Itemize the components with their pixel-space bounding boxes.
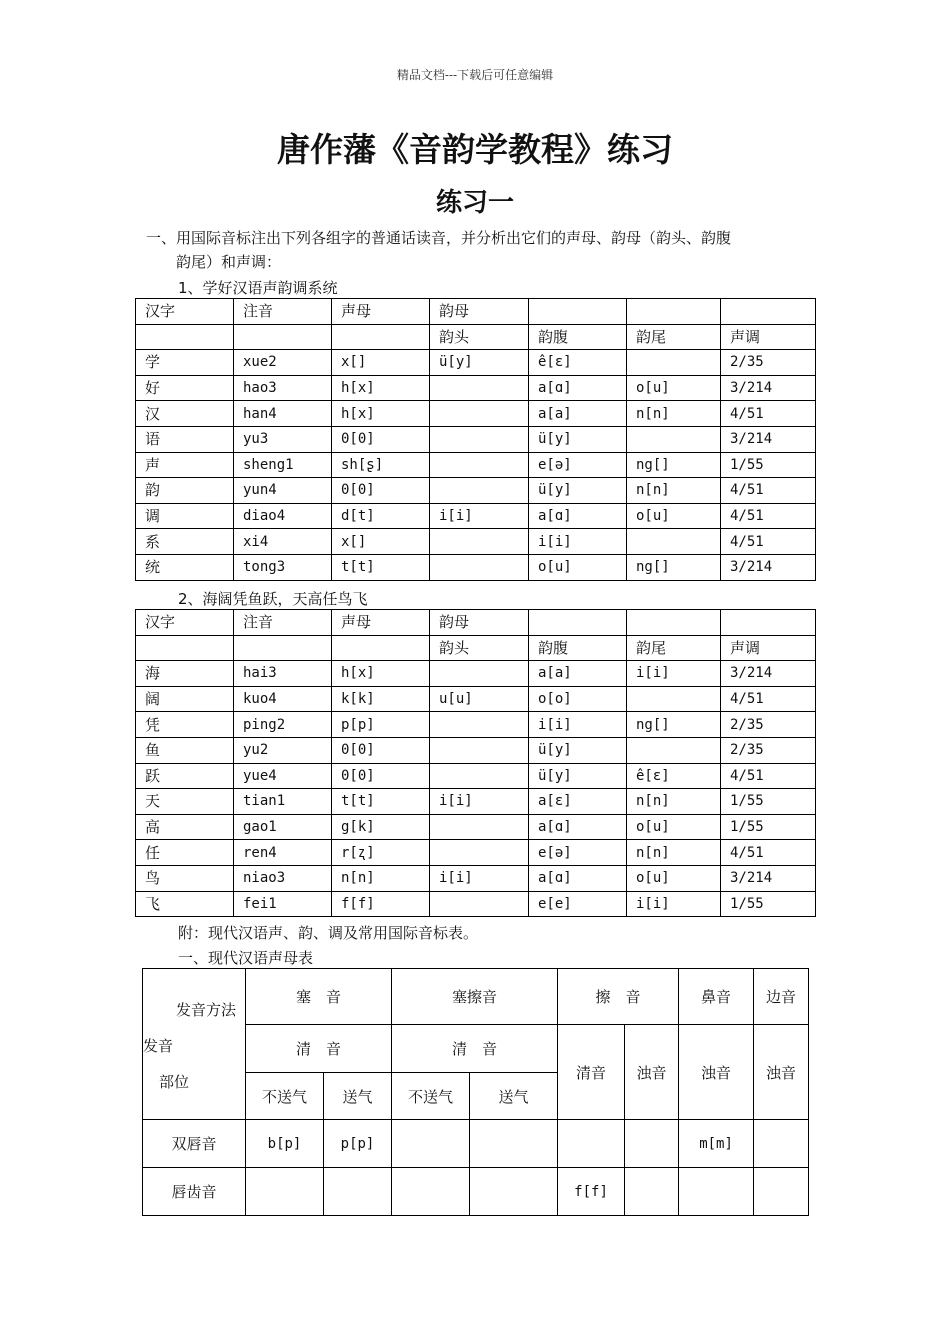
- cell-shengmu: 0[0]: [332, 763, 430, 789]
- initials-row: [143, 1168, 809, 1216]
- table-row: [136, 529, 816, 555]
- cell-yunwei: ng[]: [627, 712, 721, 738]
- table-row: [136, 478, 816, 504]
- cell-shengmu: p[p]: [332, 712, 430, 738]
- initial-cell: m[m]: [679, 1120, 754, 1168]
- place-cell: 双唇音: [143, 1120, 246, 1168]
- stop-voiceless: 清 音: [246, 1025, 392, 1073]
- header-zhuyin: 注音: [234, 610, 332, 636]
- cell-yuntou: [430, 554, 529, 580]
- cell-yuntou: [430, 452, 529, 478]
- cell-yunwei: n[n]: [627, 478, 721, 504]
- cell-zhuyin: fei1: [234, 891, 332, 917]
- initial-cell: [679, 1168, 754, 1216]
- initial-cell: b[p]: [246, 1120, 324, 1168]
- initial-cell: f[f]: [558, 1168, 625, 1216]
- table-row: [136, 375, 816, 401]
- cell-hanzi: 统: [136, 554, 234, 580]
- cell-shengmu: h[x]: [332, 401, 430, 427]
- cell-hanzi: 好: [136, 375, 234, 401]
- cell-yunwei: o[u]: [627, 375, 721, 401]
- cell-zhuyin: hai3: [234, 661, 332, 687]
- cell-yunwei: [627, 350, 721, 376]
- cell-yunwei: [627, 686, 721, 712]
- cell-hanzi: 汉: [136, 401, 234, 427]
- initials-table: [142, 968, 809, 1216]
- table-row: [136, 840, 816, 866]
- cell-yunfu: ü[y]: [529, 763, 627, 789]
- cell-zhuyin: tong3: [234, 554, 332, 580]
- cell-hanzi: 声: [136, 452, 234, 478]
- table-row: [136, 503, 816, 529]
- cell-yunfu: o[u]: [529, 554, 627, 580]
- question-text: [146, 226, 826, 274]
- cell-zhuyin: gao1: [234, 814, 332, 840]
- nasal-voiced: 浊音: [679, 1025, 754, 1120]
- cell-yunfu: e[ə]: [529, 840, 627, 866]
- header-shengmu: 声母: [332, 299, 430, 325]
- lateral-header: 边音: [754, 969, 809, 1025]
- cell-yunfu: a[ɑ]: [529, 375, 627, 401]
- cell-hanzi: 飞: [136, 891, 234, 917]
- cell-zhuyin: hao3: [234, 375, 332, 401]
- cell-zhuyin: xi4: [234, 529, 332, 555]
- header-note: 精品文档---下载后可任意编辑: [396, 68, 554, 82]
- cell-yuntou: [430, 763, 529, 789]
- table-row: [136, 865, 816, 891]
- cell-yunfu: e[ə]: [529, 452, 627, 478]
- cell-yuntou: i[i]: [430, 789, 529, 815]
- header-yunfu: 韵腹: [529, 635, 627, 661]
- cell-hanzi: 任: [136, 840, 234, 866]
- cell-yunfu: a[ɛ]: [529, 789, 627, 815]
- cell-shengmu: h[x]: [332, 375, 430, 401]
- cell-zhuyin: tian1: [234, 789, 332, 815]
- header-yunwei: 韵尾: [627, 324, 721, 350]
- group2-caption: 2、海阔凭鱼跃，天高任鸟飞: [178, 590, 368, 608]
- cell-shengdiao: 1/55: [721, 452, 816, 478]
- cell-yuntou: [430, 426, 529, 452]
- cell-zhuyin: ping2: [234, 712, 332, 738]
- cell-yuntou: i[i]: [430, 865, 529, 891]
- cell-hanzi: 高: [136, 814, 234, 840]
- cell-yuntou: [430, 712, 529, 738]
- header-yunmu: 韵母: [430, 299, 529, 325]
- table-row: [136, 452, 816, 478]
- cell-hanzi: 海: [136, 661, 234, 687]
- initial-cell: [392, 1120, 470, 1168]
- cell-hanzi: 语: [136, 426, 234, 452]
- cell-yunfu: a[a]: [529, 661, 627, 687]
- cell-yunwei: [627, 737, 721, 763]
- cell-yuntou: [430, 891, 529, 917]
- cell-shengdiao: 4/51: [721, 840, 816, 866]
- cell-shengmu: sh[ʂ]: [332, 452, 430, 478]
- header-yunwei: 韵尾: [627, 635, 721, 661]
- cell-yunwei: [627, 529, 721, 555]
- cell-yuntou: [430, 401, 529, 427]
- cell-hanzi: 系: [136, 529, 234, 555]
- cell-yunfu: a[ɑ]: [529, 503, 627, 529]
- place-label-2: 部位: [159, 1073, 190, 1091]
- cell-yunwei: ng[]: [627, 554, 721, 580]
- cell-zhuyin: sheng1: [234, 452, 332, 478]
- cell-yuntou: [430, 840, 529, 866]
- table-row: [136, 789, 816, 815]
- cell-hanzi: 调: [136, 503, 234, 529]
- cell-yunfu: ü[y]: [529, 426, 627, 452]
- cell-shengdiao: 3/214: [721, 554, 816, 580]
- method-label: 发音方法: [176, 1001, 237, 1019]
- cell-shengdiao: 3/214: [721, 865, 816, 891]
- cell-shengmu: 0[0]: [332, 737, 430, 763]
- cell-shengdiao: 2/35: [721, 737, 816, 763]
- cell-yunfu: a[a]: [529, 401, 627, 427]
- cell-yuntou: ü[y]: [430, 350, 529, 376]
- stop-unaspirated: 不送气: [246, 1073, 324, 1120]
- cell-hanzi: 阔: [136, 686, 234, 712]
- header-shengdiao: 声调: [721, 635, 816, 661]
- cell-yunfu: i[i]: [529, 529, 627, 555]
- header-zhuyin: 注音: [234, 299, 332, 325]
- initial-cell: [392, 1168, 470, 1216]
- cell-shengdiao: 4/51: [721, 763, 816, 789]
- cell-hanzi: 鸟: [136, 865, 234, 891]
- cell-zhuyin: ren4: [234, 840, 332, 866]
- cell-shengmu: h[x]: [332, 661, 430, 687]
- affricate-unaspirated: 不送气: [392, 1073, 470, 1120]
- cell-yunfu: ê[ɛ]: [529, 350, 627, 376]
- place-cell: 唇齿音: [143, 1168, 246, 1216]
- table-row: [136, 554, 816, 580]
- question-line-2: 韵尾）和声调：: [176, 253, 282, 271]
- lateral-voiced: 浊音: [754, 1025, 809, 1120]
- cell-shengmu: d[t]: [332, 503, 430, 529]
- fricative-voiced: 浊音: [625, 1025, 679, 1120]
- initials-caption: 一、现代汉语声母表: [178, 949, 314, 967]
- affricate-aspirated: 送气: [470, 1073, 558, 1120]
- nasal-header: 鼻音: [679, 969, 754, 1025]
- cell-shengdiao: 4/51: [721, 686, 816, 712]
- affricate-header: 塞擦音: [392, 969, 558, 1025]
- header-yunmu: 韵母: [430, 610, 529, 636]
- cell-yunfu: o[o]: [529, 686, 627, 712]
- cell-zhuyin: yun4: [234, 478, 332, 504]
- cell-yuntou: [430, 375, 529, 401]
- cell-shengmu: x[]: [332, 350, 430, 376]
- cell-hanzi: 鱼: [136, 737, 234, 763]
- table-row: [136, 426, 816, 452]
- cell-hanzi: 凭: [136, 712, 234, 738]
- initial-cell: [470, 1168, 558, 1216]
- fricative-voiceless: 清音: [558, 1025, 625, 1120]
- cell-yunwei: ng[]: [627, 452, 721, 478]
- table-row: [136, 712, 816, 738]
- cell-yunwei: o[u]: [627, 814, 721, 840]
- cell-yunfu: ü[y]: [529, 737, 627, 763]
- initial-cell: [625, 1168, 679, 1216]
- table-row: [136, 350, 816, 376]
- corner-cell: [143, 969, 246, 1120]
- initials-row: [143, 1120, 809, 1168]
- cell-yuntou: [430, 661, 529, 687]
- cell-yuntou: [430, 737, 529, 763]
- cell-shengdiao: 4/51: [721, 478, 816, 504]
- initial-cell: [324, 1168, 392, 1216]
- initial-cell: [754, 1120, 809, 1168]
- question-line-1: 一、用国际音标注出下列各组字的普通话读音，并分析出它们的声母、韵母（韵头、韵腹: [146, 229, 732, 247]
- cell-shengdiao: 3/214: [721, 426, 816, 452]
- cell-shengmu: t[t]: [332, 554, 430, 580]
- cell-yunfu: a[ɑ]: [529, 865, 627, 891]
- group1-table: [135, 298, 816, 581]
- cell-shengdiao: 3/214: [721, 661, 816, 687]
- header-shengmu: 声母: [332, 610, 430, 636]
- header-shengdiao: 声调: [721, 324, 816, 350]
- cell-hanzi: 跃: [136, 763, 234, 789]
- header-hanzi: 汉字: [136, 610, 234, 636]
- cell-shengmu: 0[0]: [332, 478, 430, 504]
- cell-yunfu: ü[y]: [529, 478, 627, 504]
- cell-yuntou: [430, 814, 529, 840]
- initial-cell: [625, 1120, 679, 1168]
- cell-shengdiao: 1/55: [721, 789, 816, 815]
- cell-zhuyin: niao3: [234, 865, 332, 891]
- initial-cell: p[p]: [324, 1120, 392, 1168]
- cell-hanzi: 韵: [136, 478, 234, 504]
- cell-yuntou: [430, 529, 529, 555]
- cell-zhuyin: xue2: [234, 350, 332, 376]
- page-title: 唐作藩《音韵学教程》练习: [277, 130, 673, 169]
- initial-cell: [246, 1168, 324, 1216]
- cell-zhuyin: yue4: [234, 763, 332, 789]
- cell-shengmu: 0[0]: [332, 426, 430, 452]
- cell-hanzi: 天: [136, 789, 234, 815]
- cell-zhuyin: diao4: [234, 503, 332, 529]
- cell-shengmu: f[f]: [332, 891, 430, 917]
- cell-yuntou: i[i]: [430, 503, 529, 529]
- cell-shengmu: k[k]: [332, 686, 430, 712]
- table-row: [136, 814, 816, 840]
- cell-shengdiao: 4/51: [721, 401, 816, 427]
- cell-yunwei: n[n]: [627, 840, 721, 866]
- cell-shengmu: t[t]: [332, 789, 430, 815]
- initial-cell: [470, 1120, 558, 1168]
- cell-zhuyin: han4: [234, 401, 332, 427]
- table-row: [136, 891, 816, 917]
- cell-shengmu: r[ʐ]: [332, 840, 430, 866]
- header-yunfu: 韵腹: [529, 324, 627, 350]
- cell-shengmu: g[k]: [332, 814, 430, 840]
- cell-shengmu: n[n]: [332, 865, 430, 891]
- cell-yunwei: i[i]: [627, 661, 721, 687]
- affricate-voiceless: 清 音: [392, 1025, 558, 1073]
- table-row: [136, 661, 816, 687]
- cell-yunwei: o[u]: [627, 503, 721, 529]
- cell-shengdiao: 2/35: [721, 350, 816, 376]
- header-hanzi: 汉字: [136, 299, 234, 325]
- cell-yunfu: a[ɑ]: [529, 814, 627, 840]
- cell-shengdiao: 1/55: [721, 891, 816, 917]
- cell-zhuyin: yu2: [234, 737, 332, 763]
- place-label-1: 发音: [143, 1037, 174, 1055]
- cell-zhuyin: kuo4: [234, 686, 332, 712]
- stop-aspirated: 送气: [324, 1073, 392, 1120]
- cell-shengdiao: 2/35: [721, 712, 816, 738]
- cell-shengdiao: 3/214: [721, 375, 816, 401]
- group1-caption: 1、学好汉语声韵调系统: [178, 279, 338, 297]
- stop-header: 塞 音: [246, 969, 392, 1025]
- initial-cell: [558, 1120, 625, 1168]
- table-row: [136, 686, 816, 712]
- appendix-note: 附：现代汉语声、韵、调及常用国际音标表。: [178, 924, 479, 942]
- cell-yunwei: n[n]: [627, 789, 721, 815]
- cell-shengmu: x[]: [332, 529, 430, 555]
- cell-yuntou: [430, 478, 529, 504]
- group2-table: [135, 609, 816, 917]
- cell-yunwei: i[i]: [627, 891, 721, 917]
- cell-yunwei: ê[ɛ]: [627, 763, 721, 789]
- cell-shengdiao: 4/51: [721, 503, 816, 529]
- cell-zhuyin: yu3: [234, 426, 332, 452]
- cell-yunwei: o[u]: [627, 865, 721, 891]
- header-yuntou: 韵头: [430, 635, 529, 661]
- cell-hanzi: 学: [136, 350, 234, 376]
- cell-yunwei: n[n]: [627, 401, 721, 427]
- cell-shengdiao: 4/51: [721, 529, 816, 555]
- cell-yunfu: i[i]: [529, 712, 627, 738]
- cell-yunwei: [627, 426, 721, 452]
- page-subtitle: 练习一: [435, 188, 514, 218]
- table-row: [136, 763, 816, 789]
- cell-yuntou: u[u]: [430, 686, 529, 712]
- fricative-header: 擦 音: [558, 969, 679, 1025]
- cell-yunfu: e[e]: [529, 891, 627, 917]
- table-row: [136, 737, 816, 763]
- table-row: [136, 401, 816, 427]
- cell-shengdiao: 1/55: [721, 814, 816, 840]
- initial-cell: [754, 1168, 809, 1216]
- header-yuntou: 韵头: [430, 324, 529, 350]
